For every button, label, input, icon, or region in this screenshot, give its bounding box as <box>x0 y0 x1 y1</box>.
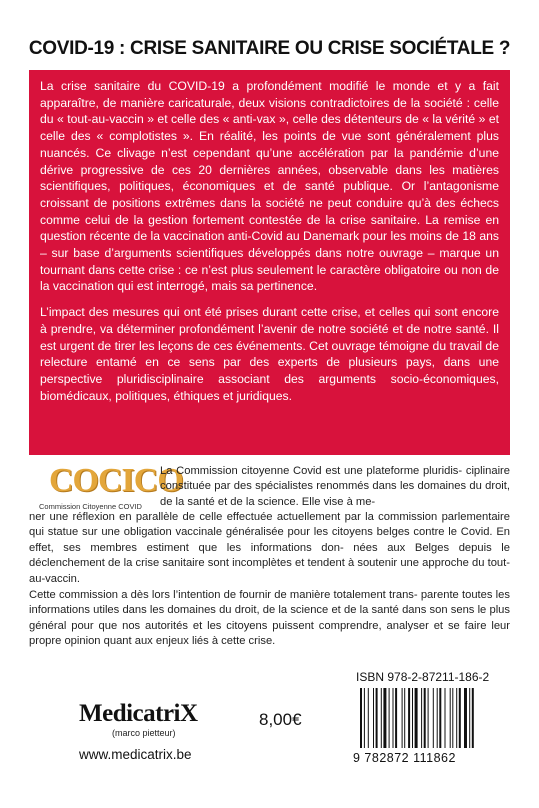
commission-paragraph-intro: La Commission citoyenne Covid est une plateforme pluridis- ciplinaire constituée par des spécialistes renommés dans les domaines du droit, de la santé et de la science. Elle vise à me- <box>160 465 510 508</box>
barcode-bar <box>452 688 453 748</box>
barcode-bar <box>412 688 413 748</box>
barcode-bar <box>424 688 426 748</box>
price: 8,00€ <box>259 710 302 729</box>
barcode-bar <box>472 688 474 748</box>
barcode-bar <box>439 688 441 748</box>
barcode-bar <box>368 688 369 748</box>
barcode-bar <box>415 688 418 748</box>
book-title: COVID-19 : CRISE SANITAIRE OU CRISE SOCIÉTALE ? <box>28 38 511 59</box>
barcode-bar <box>395 688 397 748</box>
isbn-label: ISBN 978-2-87211-186-2 <box>356 670 490 684</box>
barcode-bar <box>360 688 362 748</box>
barcode-icon <box>358 688 510 748</box>
barcode-bar <box>456 688 457 748</box>
publisher-subtitle: (marco pietteur) <box>112 728 176 738</box>
logo-wordmark: COCICO <box>49 462 183 499</box>
barcode-bar <box>437 688 438 748</box>
barcode-bar <box>408 688 410 748</box>
commission-paragraph-2: Cette commission a dès lors l’intention de fournir de manière totalement trans- parente toutes les informations utiles dans les domaines du droit, de la science et de la santé dans son sens le plus général pour que nos autorités et les citoyens puissent comprendre, analyser et se faire leur propre opinion quant aux enjeux liés à cette crise. <box>29 589 510 648</box>
logo-subtitle: Commission Citoyenne COVID <box>39 502 142 511</box>
commission-paragraph-continued: ner une réflexion en parallèle de celle effectuée actuellement par la commission parlementaire qui statue sur une obligation vaccinale généralisée pour les citoyens belges contre le Covid. En effet, ses membres estiment que les informations don- nées aux Belges depuis le déclenchement de la crise sanitaire sont incomplètes et tendent à soutenir une approche du tout-au-vaccin. <box>29 511 510 585</box>
summary-box <box>29 70 510 455</box>
publisher-url[interactable]: www.medicatrix.be <box>79 747 192 762</box>
barcode-bar <box>404 688 405 748</box>
summary-paragraph: La crise sanitaire du COVID-19 a profondément modifié le monde et y a fait apparaître, de manière caricaturale, deux visions contradictoires de la société : celle du « tout-au-vaccin » et celle des « anti-vax », celle des détenteurs de « la vérité » et celle des « complotistes ». En réalité, les points de vue sont généralement plus nuancés. Ce clivage n’est cependant qu’une accélération par la pandémie d’une dérive progressive de ces 20 dernières années, observable dans les matières scientifiques, politiques, économiques et de santé publique. Or l’antagonisme croissant de positions extrêmes dans la société ne peut conduire qu’à des échecs comme celui de la gestion fortement contestée de la crise sanitaire. La remise en question récente de la vaccination anti-Covid au Danemark pour les moins de 18 ans – sur base d’arguments scientifiques développés dans notre ouvrage – marque un tournant dans cette crise : ce n’est plus seulement le caractère obligatoire ou non de la vaccination qui est interrogé, mais sa pertinence. <box>40 79 499 294</box>
barcode-bar <box>421 688 422 748</box>
barcode-bar <box>469 688 470 748</box>
barcode-bar <box>373 688 374 748</box>
barcode-bar <box>402 688 403 748</box>
barcode-bar <box>393 688 394 748</box>
barcode-bar <box>445 688 446 748</box>
barcode-bar <box>364 688 365 748</box>
barcode-bar <box>464 688 467 748</box>
barcode-bar <box>376 688 378 748</box>
barcode-bar <box>450 688 451 748</box>
barcode-bar <box>433 688 434 748</box>
barcode-bar <box>428 688 429 748</box>
cocico-logo <box>33 462 183 514</box>
barcode-digits: 9 782872 111862 <box>353 751 456 765</box>
barcode-bar <box>389 688 390 748</box>
barcode-bar <box>459 688 461 748</box>
barcode-bar <box>381 688 382 748</box>
barcode-bar <box>383 688 386 748</box>
summary-paragraph: L’impact des mesures qui ont été prises durant cette crise, et celles qui sont encore à prendre, va déterminer profondément l’avenir de notre société et de notre santé. Il est urgent de tirer les leçons de ces événements. Cet ouvrage témoigne du travail de relecture entamé en ce sens par des experts de plusieurs pays, dans une perspective pluridisciplinaire associant des arguments socio-économiques, biomédicaux, politiques, éthiques et juridiques. <box>40 305 499 403</box>
publisher-logo: MedicatriX <box>79 700 198 727</box>
